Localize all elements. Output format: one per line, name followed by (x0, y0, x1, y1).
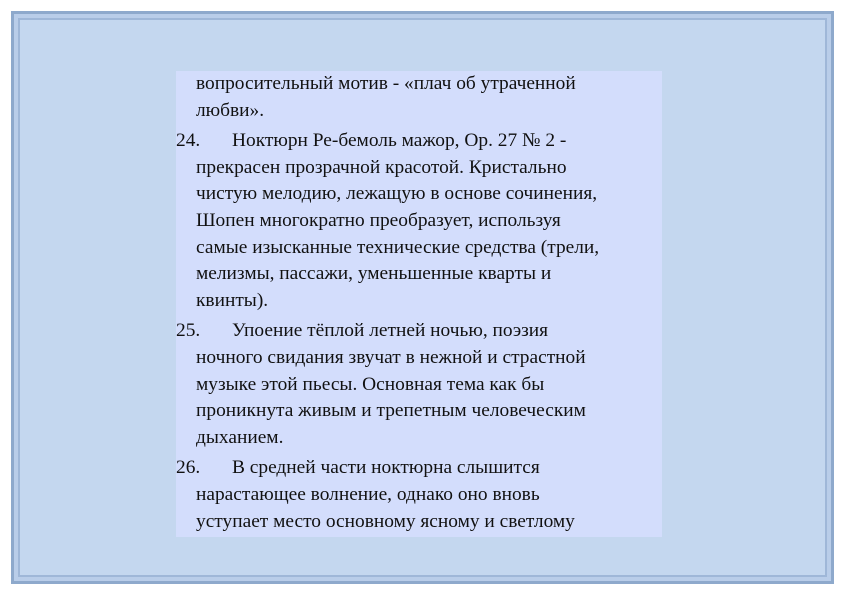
text-line: проникнута живым и трепетным человеческим (196, 400, 586, 422)
list-item-24 (176, 128, 662, 314)
text-line: ночного свидания звучат в нежной и страстной (196, 346, 586, 368)
continuation-paragraph (176, 71, 662, 124)
list-item-26 (176, 455, 662, 535)
text-line: дыханием. (196, 426, 284, 448)
text-line: Шопен многократно преобразует, используя (196, 209, 561, 231)
text-line: квинты). (196, 289, 269, 311)
text-line: В средней части ноктюрна слышится (232, 457, 540, 479)
text-line: самые изысканные технические средства (трели, (196, 236, 600, 258)
list-item-number: 24. (176, 130, 201, 152)
text-line: нарастающее волнение, однако оно вновь (196, 483, 540, 505)
text-line: музыке этой пьесы. Основная тема как бы (196, 373, 545, 395)
text-line: любви». (196, 99, 265, 121)
list-item-25 (176, 318, 662, 451)
text-line: прекрасен прозрачной красотой. Кристально (196, 156, 567, 178)
list-item-number: 26. (176, 457, 201, 479)
text-line: уступает место основному ясному и светлому (196, 510, 575, 532)
text-line: вопросительный мотив - «плач об утраченной (196, 73, 576, 94)
text-line: Ноктюрн Ре-бемоль мажор, Ор. 27 № 2 - (232, 130, 567, 152)
text-line: мелизмы, пассажи, уменьшенные кварты и (196, 263, 552, 285)
list-item-number: 25. (176, 320, 201, 342)
text-content (176, 71, 662, 535)
text-line: Упоение тёплой летней ночью, поэзия (232, 320, 549, 342)
text-box (176, 71, 662, 537)
text-line: чистую мелодию, лежащую в основе сочинения, (196, 183, 598, 205)
